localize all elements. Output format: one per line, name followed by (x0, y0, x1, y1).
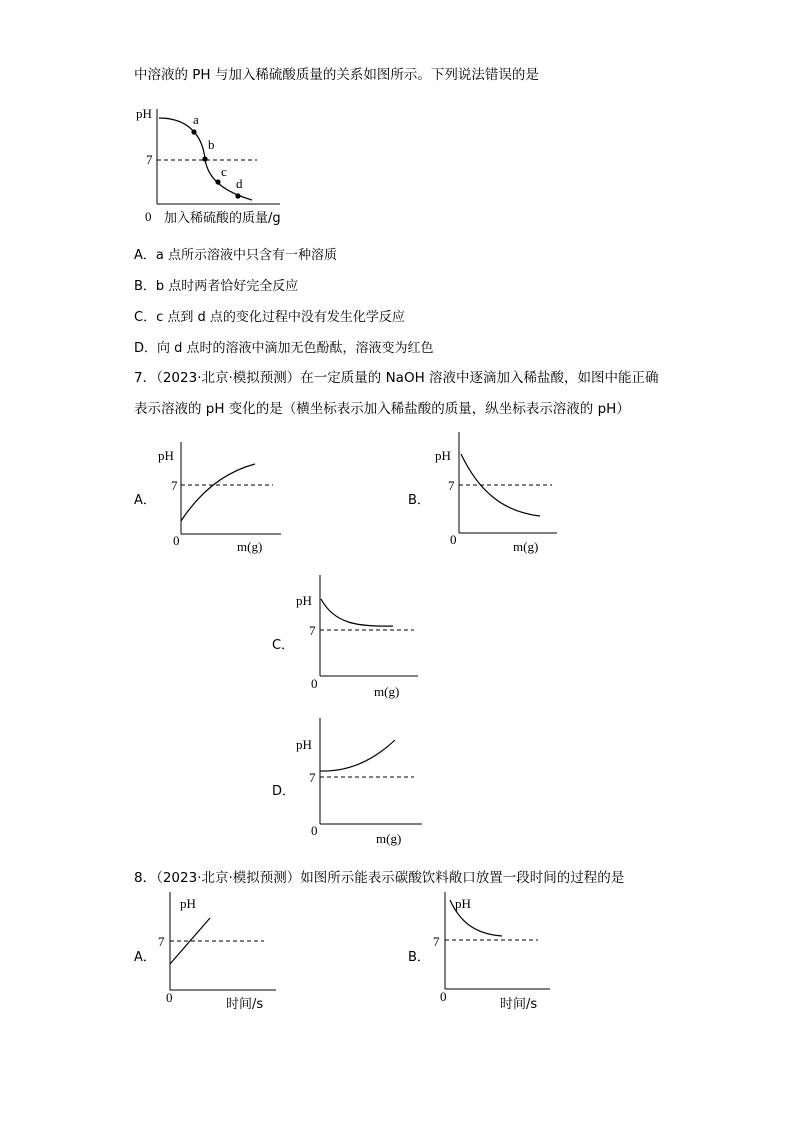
q8a-line (170, 918, 210, 964)
q7a-curve (181, 464, 255, 521)
q7-graph-d (296, 718, 431, 848)
q6-xlabel: 加入稀硫酸的质量/g (164, 211, 281, 226)
svg-text:pH: pH (296, 593, 312, 608)
svg-text:m(g): m(g) (376, 831, 402, 846)
q6-option-b: B．b 点时两者恰好完全反应 (134, 279, 299, 294)
label-a: a (193, 112, 199, 127)
svg-text:时间/s: 时间/s (500, 997, 538, 1012)
q6-option-a: A．a 点所示溶液中只含有一种溶质 (134, 248, 337, 263)
q7-choice-c: C． (272, 638, 295, 653)
q6-option-d: D．向 d 点时的溶液中滴加无色酚酞，溶液变为红色 (134, 341, 434, 356)
svg-text:7: 7 (448, 478, 455, 493)
label-d: d (236, 176, 243, 191)
svg-text:pH: pH (455, 896, 471, 911)
q7-choice-a: A． (134, 493, 156, 508)
label-b: b (208, 137, 215, 152)
q7b-curve (461, 454, 540, 516)
svg-text:m(g): m(g) (374, 684, 400, 699)
svg-text:0: 0 (173, 533, 180, 548)
point-a (191, 129, 196, 134)
svg-text:0: 0 (311, 676, 318, 691)
q7d-curve (320, 740, 395, 771)
q6-ylabel: pH (136, 106, 152, 121)
q7-stem-line2: 表示溶液的 pH 变化的是（横坐标表示加入稀盐酸的质量，纵坐标表示溶液的 pH） (134, 401, 630, 417)
q7-stem-line1: 7．（2023·北京·模拟预测）在一定质量的 NaOH 溶液中逐滴加入稀盐酸，如图中能正确 (134, 370, 659, 386)
q7-graph-a (155, 442, 285, 557)
svg-text:7: 7 (309, 623, 316, 638)
svg-text:m(g): m(g) (513, 539, 539, 554)
q8-stem-line1: 8．（2023·北京·模拟预测）如图所示能表示碳酸饮料敞口放置一段时间的过程的是 (134, 870, 625, 886)
q8-graph-a (154, 892, 294, 1017)
q6-graph (130, 104, 290, 224)
q6-option-c: C．c 点到 d 点的变化过程中没有发生化学反应 (134, 310, 405, 325)
svg-text:0: 0 (450, 532, 457, 547)
q7-choice-d: D． (272, 784, 296, 799)
q8-choice-b: B． (408, 950, 430, 965)
svg-text:0: 0 (166, 990, 173, 1005)
q8-choice-a: A． (134, 950, 156, 965)
svg-text:0: 0 (440, 989, 447, 1004)
q7c-curve (321, 599, 393, 626)
svg-text:7: 7 (171, 478, 178, 493)
svg-text:7: 7 (158, 934, 165, 949)
svg-text:时间/s: 时间/s (226, 997, 264, 1012)
point-d (235, 193, 240, 198)
q7-graph-b (434, 432, 564, 557)
q6-origin: 0 (145, 209, 152, 224)
q7-choice-b: B． (408, 493, 430, 508)
svg-text:pH: pH (180, 896, 196, 911)
svg-text:0: 0 (311, 823, 318, 838)
svg-text:7: 7 (309, 770, 316, 785)
label-c: c (221, 164, 227, 179)
q7-graph-c (296, 575, 426, 700)
svg-text:7: 7 (433, 934, 440, 949)
q6-seven: 7 (146, 152, 153, 167)
svg-text:pH: pH (296, 737, 312, 752)
point-b (202, 156, 207, 161)
point-c (215, 179, 220, 184)
svg-text:pH: pH (158, 448, 174, 463)
svg-text:pH: pH (435, 448, 451, 463)
q8-graph-b (430, 892, 570, 1017)
svg-text:m(g): m(g) (237, 539, 263, 554)
q6-stem-tail: 中溶液的 PH 与加入稀硫酸质量的关系如图所示。下列说法错误的是 (134, 67, 539, 83)
